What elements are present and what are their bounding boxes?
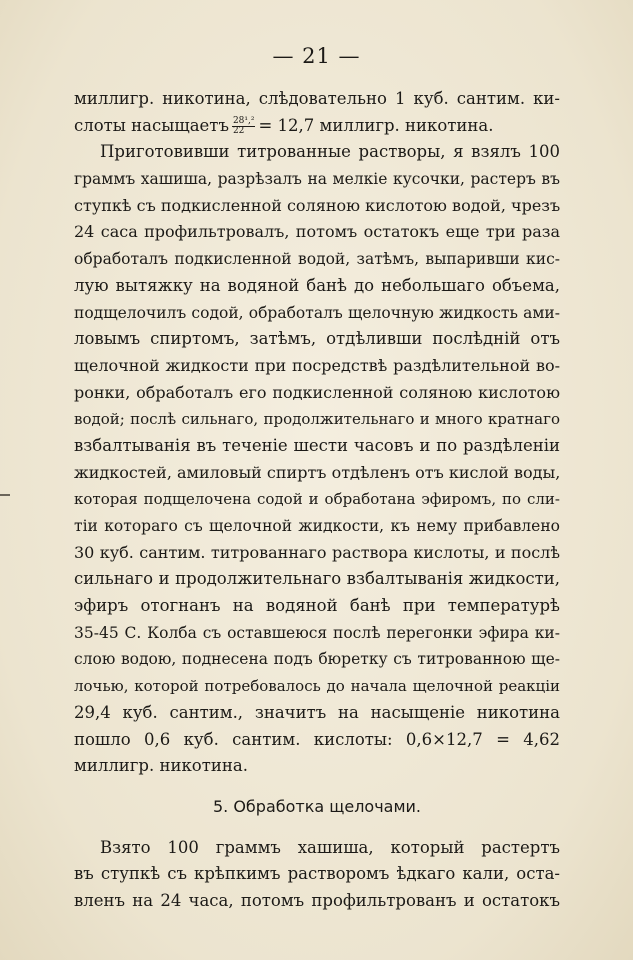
text-line-21: 35-45 С. Колба съ оставшеюся послѣ перегонки эфира ки- [74, 623, 560, 642]
text-line-4: граммъ хашиша, разрѣзалъ на мелкіе кусочки, растеръ въ [74, 170, 560, 189]
text-line-8: лую вытяжку на водяной банѣ до небольшаго объема, [74, 275, 560, 295]
section-heading: 5. Обработка щелочами. [212, 796, 422, 816]
spacer [74, 821, 560, 835]
fraction-denominator: 22 [232, 125, 245, 136]
text-line-23: лочью, которой потребовалось до начала щелочной реакціи [74, 677, 560, 696]
page-number: — 21 — [272, 44, 361, 68]
text-line-20: эфиръ отогнанъ на водяной банѣ при температурѣ [74, 596, 560, 616]
fraction-numerator: 28¹,² [232, 115, 255, 126]
text-line-18: 30 куб. сантим. титрованнаго раствора кислоты, и послѣ [74, 542, 560, 562]
text-line-26: миллигр. никотина. [74, 756, 248, 776]
text-line-5: ступкѣ съ подкисленной соляною кислотою водой, чрезъ [74, 195, 560, 215]
text-line-19: сильнаго и продолжительнаго взбалтыванія жидкости, [74, 569, 560, 589]
text-line-14: взбалтыванія въ теченіе шести часовъ и по раздѣленіи [74, 435, 560, 455]
text-line-25: пошло 0,6 куб. сантим. кислоты: 0,6×12,7 = 4,62 [74, 729, 560, 749]
text-line-1: миллигр. никотина, слѣдовательно 1 куб. сантим. ки- [74, 89, 560, 108]
text-line-13: водой; послѣ сильнаго, продолжительнаго и много кратнаго [74, 410, 560, 429]
text-line-12: ронки, обработалъ его подкисленной соляною кислотою [74, 382, 560, 402]
text-line-3: Приготовивши титрованные растворы, я взялъ 100 [100, 142, 560, 162]
text-line-24: 29,4 куб. сантим., значитъ на насыщеніе никотина [74, 702, 560, 722]
text-line-15: жидкостей, амиловый спиртъ отдѣленъ отъ кислой воды, [74, 462, 560, 482]
text-line-10: ловымъ спиртомъ, затѣмъ, отдѣливши послѣдній отъ [74, 329, 560, 349]
text-line-2 [74, 113, 560, 140]
body-text [74, 86, 560, 915]
text-line-28: въ ступкѣ съ крѣпкимъ растворомъ ѣдкаго кали, оста- [74, 864, 560, 884]
text-line-2-end: = 12,7 миллигр. никотина. [258, 115, 494, 135]
fraction [232, 117, 256, 136]
text-line-2-start: слоты насыщаетъ [74, 115, 229, 135]
text-line-11: щелочной жидкости при посредствѣ раздѣлительной во- [74, 355, 560, 375]
text-line-27: Взято 100 граммъ хашиша, который растертъ [100, 837, 560, 857]
text-line-7: обработалъ подкисленной водой, затѣмъ, выпаривши кис- [74, 250, 560, 269]
text-line-29: вленъ на 24 часа, потомъ профильтрованъ и остатокъ [74, 890, 560, 910]
text-line-17: тіи котораго съ щелочной жидкости, къ нему прибавлено [74, 517, 560, 535]
text-line-22: слою водою, поднесена подъ бюретку съ титрованною ще- [74, 650, 560, 669]
text-line-9: подщелочилъ содой, обработалъ щелочную жидкость ами- [74, 303, 560, 322]
text-line-16: которая подщелочена содой и обработана эфиромъ, по сли- [74, 490, 560, 509]
margin-mark [0, 494, 10, 496]
text-line-6: 24 саса профильтровалъ, потомъ остатокъ еще три раза [74, 222, 560, 242]
spacer [74, 780, 560, 794]
